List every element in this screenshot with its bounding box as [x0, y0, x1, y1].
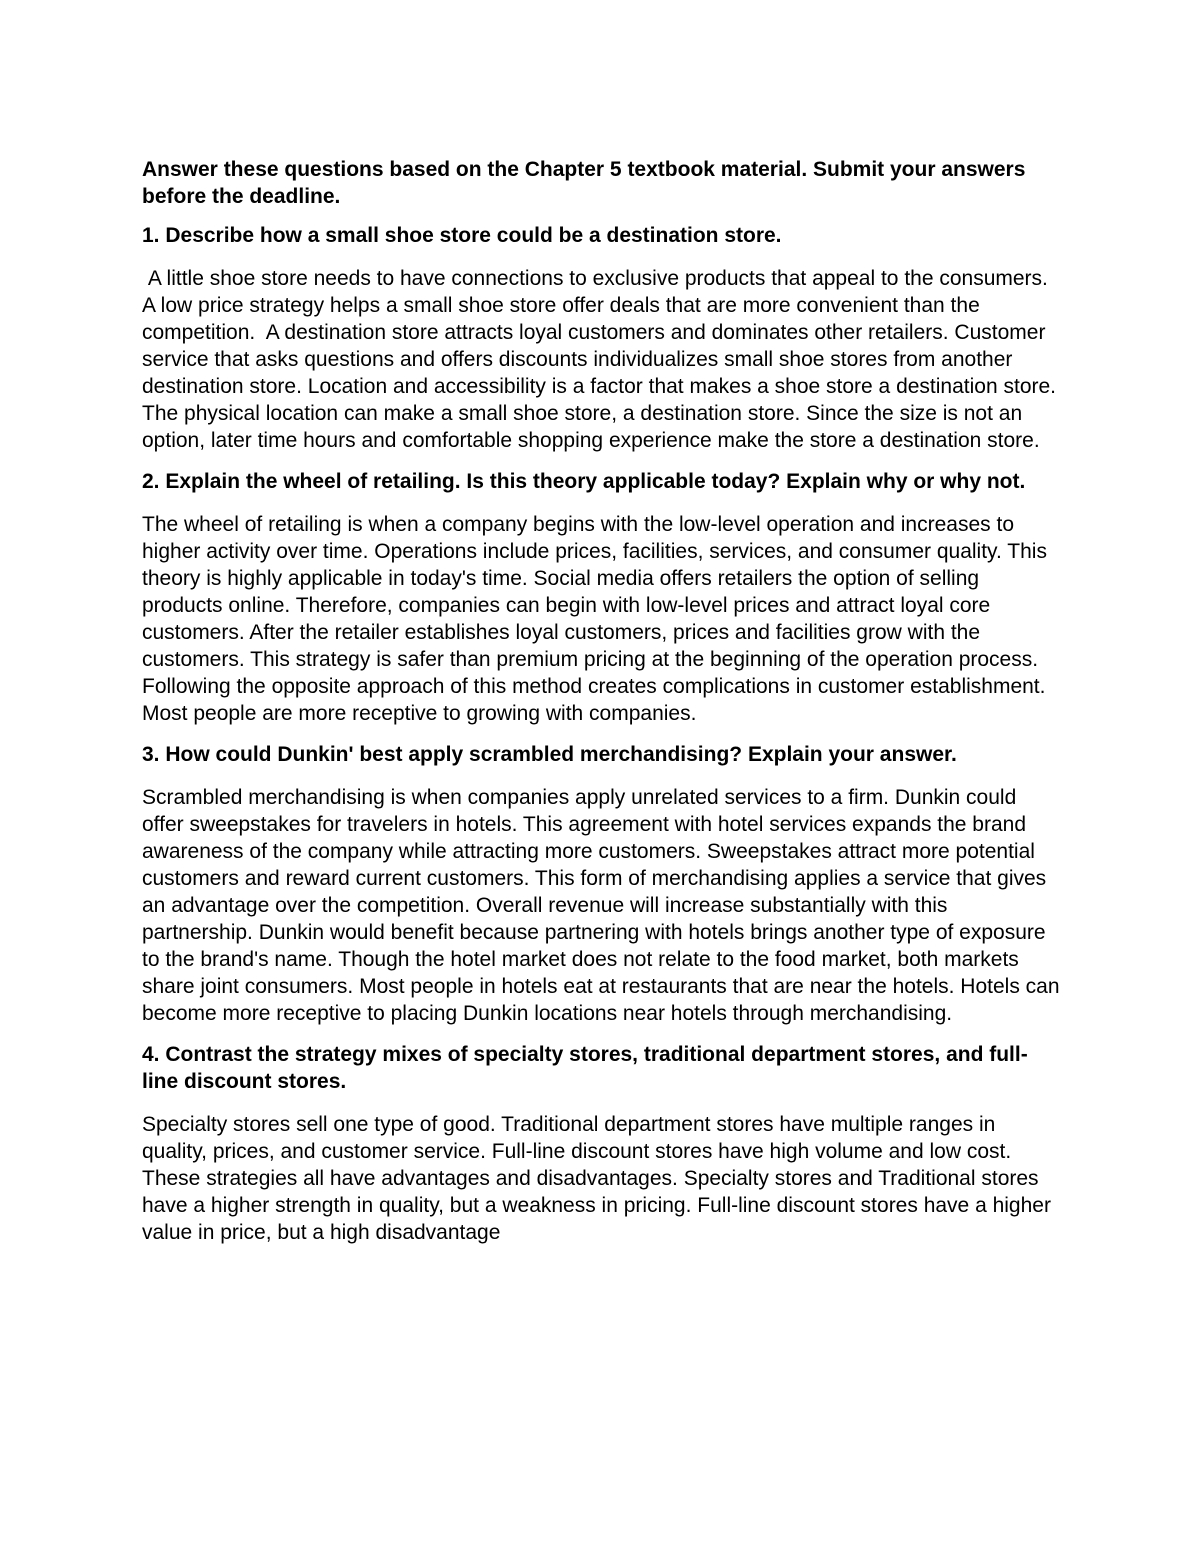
question-4: 4. Contrast the strategy mixes of specialty stores, traditional department stores, and full-line discount stores.: [142, 1043, 1028, 1093]
document-page: [142, 156, 1062, 1260]
question-2: 2. Explain the wheel of retailing. Is this theory applicable today? Explain why or why not.: [142, 470, 1026, 493]
intro-instructions: Answer these questions based on the Chapter 5 textbook material. Submit your answers before the deadline.: [142, 158, 1026, 208]
answer-2: The wheel of retailing is when a company begins with the low-level operation and increases to higher activity over time. Operations include prices, facilities, services, and consumer quality. This theory is highly applicable in today's time. Social media offers retailers the option of selling products online. Therefore, companies can begin with low-level prices and attract loyal core customers. After the retailer establishes loyal customers, prices and facilities grow with the customers. This strategy is safer than premium pricing at the beginning of the operation process. Following the opposite approach of this method creates complications in customer establishment. Most people are more receptive to growing with companies.: [142, 513, 1047, 725]
answer-3: Scrambled merchandising is when companies apply unrelated services to a firm. Dunkin could offer sweepstakes for travelers in hotels. This agreement with hotel services expands the brand awareness of the company while attracting more customers. Sweepstakes attract more potential customers and reward current customers. This form of merchandising applies a service that gives an advantage over the competition. Overall revenue will increase substantially with this partnership. Dunkin would benefit because partnering with hotels brings another type of exposure to the brand's name. Though the hotel market does not relate to the food market, both markets share joint consumers. Most people in hotels eat at restaurants that are near the hotels. Hotels can become more receptive to placing Dunkin locations near hotels through merchandising.: [142, 786, 1060, 1025]
question-3: 3. How could Dunkin' best apply scrambled merchandising? Explain your answer.: [142, 743, 957, 766]
answer-4: Specialty stores sell one type of good. Traditional department stores have multiple ranges in quality, prices, and customer service. Full-line discount stores have high volume and low cost. These strategies all have advantages and disadvantages. Specialty stores and Traditional stores have a higher strength in quality, but a weakness in pricing. Full-line discount stores have a higher value in price, but a high disadvantage: [142, 1113, 1051, 1244]
question-1: 1. Describe how a small shoe store could be a destination store.: [142, 224, 782, 247]
answer-1: A little shoe store needs to have connections to exclusive products that appeal to the consumers. A low price strategy helps a small shoe store offer deals that are more convenient than the competition. A destination store attracts loyal customers and dominates other retailers. Customer service that asks questions and offers discounts individualizes small shoe stores from another destination store. Location and accessibility is a factor that makes a shoe store a destination store. The physical location can make a small shoe store, a destination store. Since the size is not an option, later time hours and comfortable shopping experience make the store a destination store.: [142, 267, 1062, 452]
